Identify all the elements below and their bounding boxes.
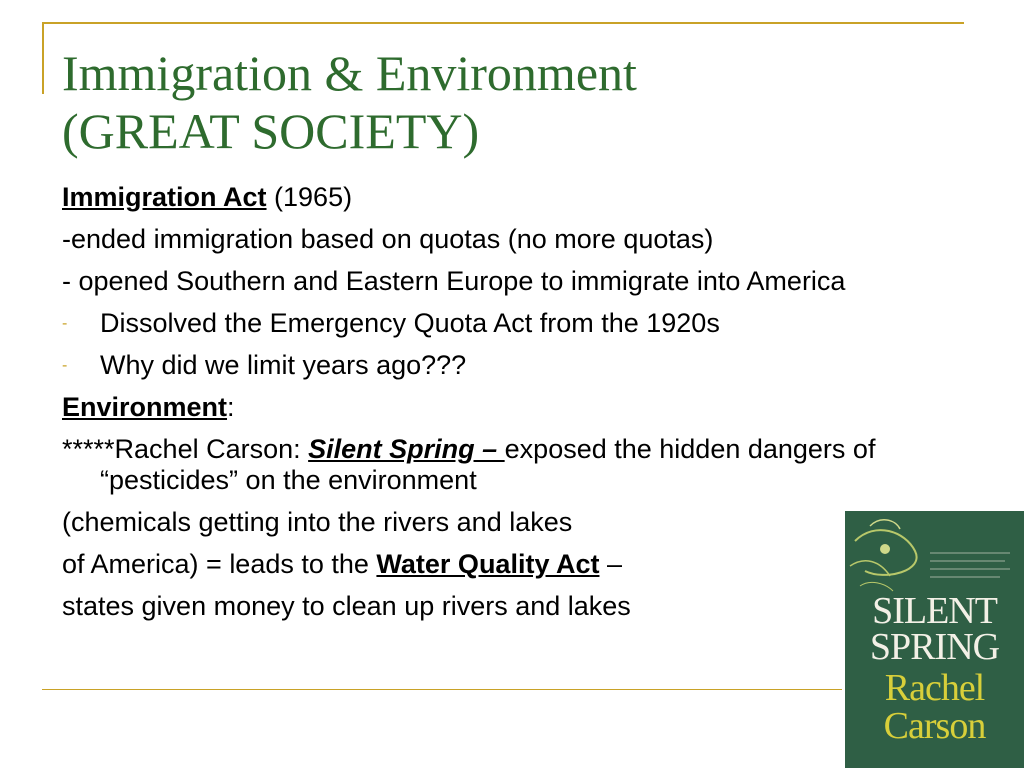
- slide-title: [62, 44, 962, 160]
- cover-title-line-2: SPRING: [869, 626, 1000, 668]
- water-quality-line: [62, 549, 902, 580]
- immigration-act-year: (1965): [266, 182, 353, 212]
- immigration-act-line: [62, 182, 902, 213]
- cover-title-line-1: SILENT: [872, 590, 997, 632]
- bullet-dash-icon: -: [62, 315, 68, 332]
- silent-spring-book-cover: [845, 511, 1024, 768]
- chemicals-line: (chemicals getting into the rivers and lakes: [62, 507, 573, 537]
- cover-title: [845, 590, 1024, 668]
- states-line: states given money to clean up rivers and lakes: [62, 591, 631, 621]
- bullet-text-limit: Why did we limit years ago???: [100, 350, 467, 380]
- environment-heading: Environment: [62, 392, 228, 422]
- carson-line: [62, 434, 902, 496]
- water-quality-act: Water Quality Act: [376, 549, 600, 579]
- bullet-dash-icon: -: [62, 357, 68, 374]
- carson-prefix: *****Rachel Carson:: [62, 434, 309, 464]
- bullet-item-quota-act: [62, 308, 902, 339]
- immigration-act-heading: Immigration Act: [62, 182, 267, 212]
- cover-author: [845, 669, 1024, 745]
- slide-title-line-2: (GREAT SOCIETY): [62, 103, 480, 159]
- left-rule: [42, 22, 44, 94]
- america-suffix: –: [599, 549, 622, 579]
- cover-author-line-2: Carson: [883, 705, 986, 747]
- opened-europe-line: - opened Southern and Eastern Europe to immigrate into America: [62, 266, 846, 296]
- cover-author-line-1: Rachel: [884, 667, 985, 709]
- carson-description: exposed the hidden dangers of “pesticides” on the environment: [100, 434, 876, 495]
- top-rule: [42, 22, 964, 24]
- environment-colon: :: [227, 392, 235, 422]
- silent-spring-title: Silent Spring –: [308, 434, 505, 464]
- slide-title-line-1: Immigration & Environment: [62, 45, 637, 101]
- quotas-line: -ended immigration based on quotas (no more quotas): [62, 224, 714, 254]
- bottom-rule: [42, 689, 842, 690]
- america-prefix: of America) = leads to the: [62, 549, 377, 579]
- environment-line: [62, 392, 902, 423]
- slide-body: [62, 182, 902, 633]
- bullet-item-limit: [62, 350, 902, 381]
- bullet-text-quota-act: Dissolved the Emergency Quota Act from the 1920s: [100, 308, 720, 338]
